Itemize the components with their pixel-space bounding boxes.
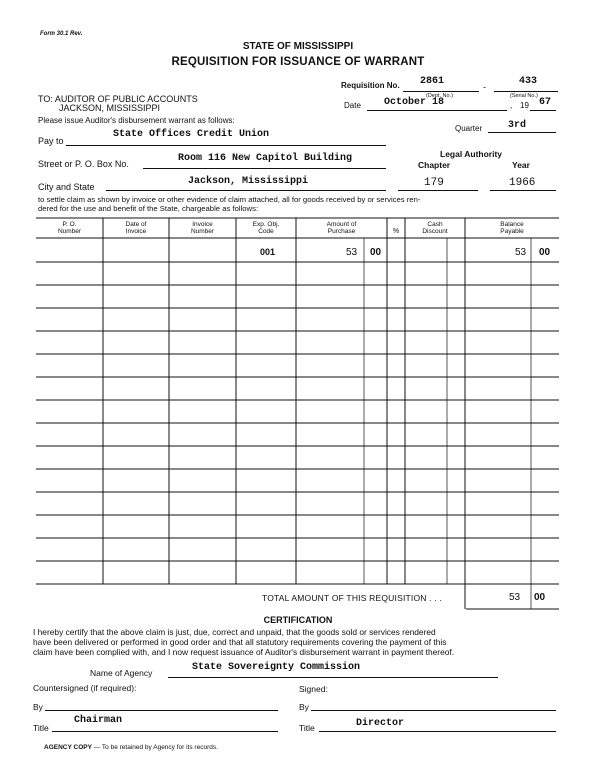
agency-line [168, 677, 498, 678]
header-invoice-number: Invoice Number [190, 221, 215, 235]
dept-no-value: 2861 [420, 76, 445, 87]
footer-retained-text: — To be retained by Agency for its records. [93, 744, 218, 751]
row1-exp-code: 001 [260, 247, 276, 257]
year-value: 1966 [509, 177, 536, 189]
row1-balance-cents: 00 [539, 247, 551, 258]
issue-instruction: Please issue Auditor's disbursement warrant as follows: [38, 116, 235, 125]
title-right-label: Title [299, 723, 315, 733]
header-balance-payable: Balance Payable [500, 221, 524, 235]
settle-text-line2: dered for the use and benefit of the State, chargeable as follows: [38, 204, 259, 213]
title-right-line [319, 731, 556, 732]
agency-value: State Sovereignty Commission [192, 662, 361, 673]
pay-to-label: Pay to [38, 136, 64, 146]
footer-note [44, 744, 218, 751]
form-title: REQUISITION FOR ISSUANCE OF WARRANT [171, 56, 425, 68]
chapter-value: 179 [424, 177, 444, 189]
pay-to-value: State Offices Credit Union [113, 129, 270, 140]
serial-no-value: 433 [519, 76, 538, 87]
by-left-line [45, 710, 278, 711]
chapter-label: Chapter [418, 160, 451, 170]
quarter-label: Quarter [455, 124, 483, 133]
to-auditor: TO: AUDITOR OF PUBLIC ACCOUNTS [38, 94, 198, 104]
footer-agency-copy: AGENCY COPY [44, 744, 92, 751]
countersigned-label: Countersigned (if required): [33, 683, 137, 693]
street-value: Room 116 New Capitol Building [178, 153, 353, 164]
city-value: Jackson, Mississippi [188, 176, 309, 187]
title-left-label: Title [33, 723, 49, 733]
form-revision: Form 30.1 Rev. [40, 31, 83, 37]
certification-line1: I hereby certify that the above claim is just, due, correct and unpaid, that the goods sold or services rendered [33, 627, 436, 637]
certification-title: CERTIFICATION [263, 615, 333, 625]
date-value: October 18 [384, 97, 445, 108]
legal-authority-label: Legal Authority [440, 149, 503, 159]
date-comma: , [510, 101, 513, 110]
row1-balance-dollars: 53 [515, 247, 527, 258]
street-label: Street or P. O. Box No. [38, 159, 129, 169]
certification-line2: have been delivered or performed in good order and that all statutory requirements covering the payment of this [33, 637, 447, 647]
city-label: City and State [38, 182, 95, 192]
requisition-label: Requisition No. [341, 81, 400, 90]
dept-no-caption: (Dept. No.) [426, 93, 453, 99]
total-dollars: 53 [509, 592, 521, 603]
header-cash-discount: Cash Discount [422, 221, 448, 235]
agency-label: Name of Agency [90, 668, 153, 678]
row1-amount-dollars: 53 [346, 247, 358, 258]
by-right-label: By [299, 702, 309, 712]
header-date-of-invoice: Date of Invoice [125, 221, 147, 235]
year-label: Year [512, 160, 530, 170]
date-year-prefix: 19 [520, 101, 529, 110]
header-amount-of-purchase: Amount of Purchase [326, 221, 357, 235]
by-right-line [311, 710, 556, 711]
header-po-number: P. O. Number [57, 221, 82, 235]
quarter-value: 3rd [508, 120, 527, 131]
date-label: Date [344, 101, 361, 110]
total-label: TOTAL AMOUNT OF THIS REQUISITION . . . [262, 593, 442, 603]
by-left-label: By [33, 702, 43, 712]
date-year-value: 67 [539, 97, 552, 108]
certification-line3: claim have been complied with, and I now request issuance of Auditor's disbursement warrant in payment thereof. [33, 647, 455, 657]
title-right-value: Director [356, 718, 405, 729]
to-city: JACKSON, MISSISSIPPI [59, 103, 161, 113]
title-left-value: Chairman [74, 715, 123, 726]
total-cents: 00 [534, 592, 546, 603]
state-title: STATE OF MISSISSIPPI [242, 41, 354, 52]
header-exp-obj-code: Exp. Obj. Code [252, 221, 280, 235]
settle-text-line1: to settle claim as shown by invoice or other evidence of claim attached, all for goods received by or services ren- [38, 195, 421, 204]
row1-amount-cents: 00 [370, 247, 382, 258]
requisition-dash: - [483, 82, 486, 92]
signed-label: Signed: [299, 684, 328, 694]
title-left-line [52, 731, 278, 732]
header-percent: % [392, 228, 400, 235]
serial-no-caption: (Serial No.) [510, 93, 538, 99]
